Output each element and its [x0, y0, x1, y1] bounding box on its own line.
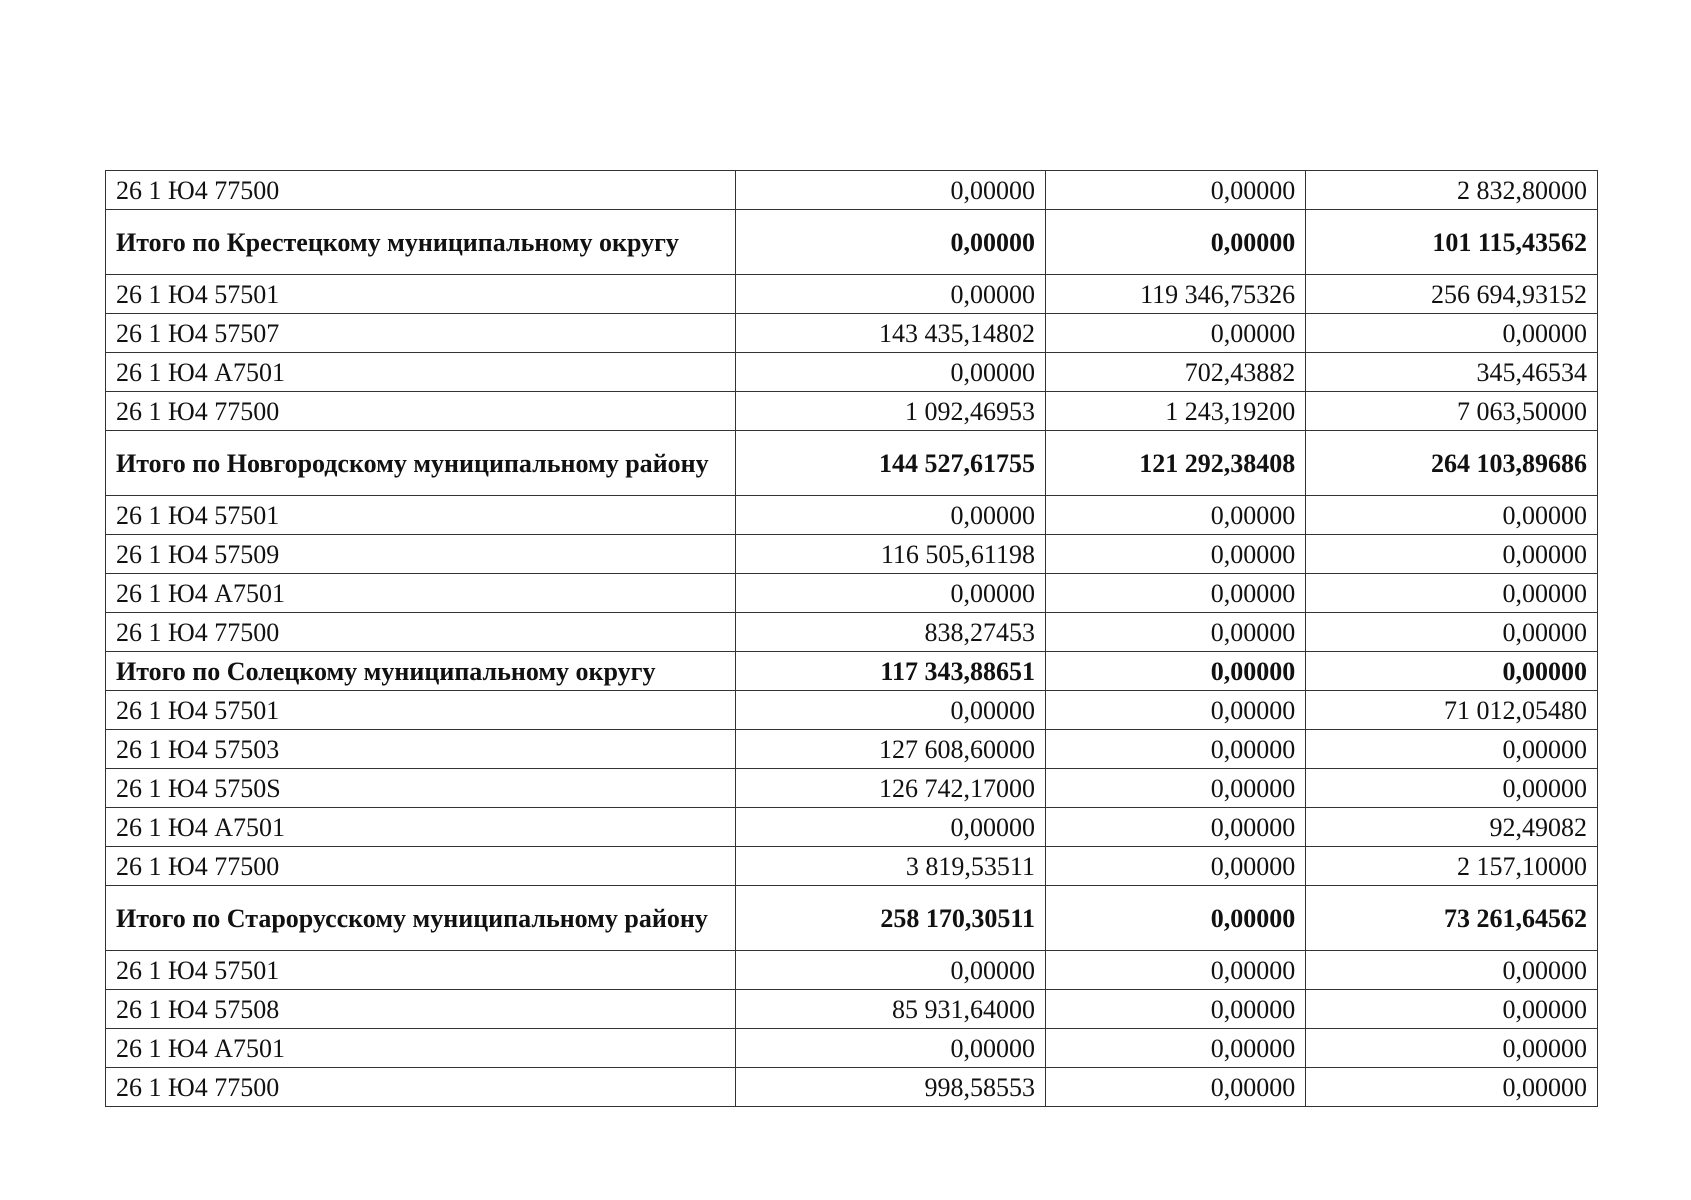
amount-cell-col-3: 0,00000	[1306, 314, 1598, 353]
amount-cell-col-2: 0,00000	[1045, 847, 1305, 886]
table-row	[106, 1029, 1598, 1068]
budget-code-cell: 26 1 Ю4 57503	[106, 730, 736, 769]
amount-cell-col-2: 0,00000	[1045, 535, 1305, 574]
amount-cell-col-1: 3 819,53511	[736, 847, 1046, 886]
table-row	[106, 314, 1598, 353]
subtotal-row	[106, 431, 1598, 496]
amount-cell-col-1: 838,27453	[736, 613, 1046, 652]
subtotal-row	[106, 886, 1598, 951]
amount-cell-col-3: 0,00000	[1306, 990, 1598, 1029]
amount-cell-col-3: 0,00000	[1306, 574, 1598, 613]
table-row	[106, 171, 1598, 210]
subtotal-label-cell: Итого по Новгородскому муниципальному району	[106, 431, 736, 496]
amount-cell-col-1: 116 505,61198	[736, 535, 1046, 574]
table-row	[106, 769, 1598, 808]
amount-cell-col-2: 0,00000	[1045, 574, 1305, 613]
amount-cell-col-3: 73 261,64562	[1306, 886, 1598, 951]
amount-cell-col-1: 0,00000	[736, 951, 1046, 990]
table-row	[106, 275, 1598, 314]
amount-cell-col-2: 0,00000	[1045, 613, 1305, 652]
table-row	[106, 574, 1598, 613]
amount-cell-col-1: 0,00000	[736, 353, 1046, 392]
amount-cell-col-1: 127 608,60000	[736, 730, 1046, 769]
subtotal-label-cell: Итого по Солецкому муниципальному округу	[106, 652, 736, 691]
amount-cell-col-3: 0,00000	[1306, 951, 1598, 990]
amount-cell-col-2: 0,00000	[1045, 1068, 1305, 1107]
budget-code-cell: 26 1 Ю4 77500	[106, 171, 736, 210]
amount-cell-col-3: 0,00000	[1306, 535, 1598, 574]
budget-code-cell: 26 1 Ю4 A7501	[106, 353, 736, 392]
table-row	[106, 847, 1598, 886]
budget-code-cell: 26 1 Ю4 77500	[106, 1068, 736, 1107]
amount-cell-col-2: 1 243,19200	[1045, 392, 1305, 431]
amount-cell-col-2: 121 292,38408	[1045, 431, 1305, 496]
budget-code-cell: 26 1 Ю4 77500	[106, 392, 736, 431]
amount-cell-col-3: 256 694,93152	[1306, 275, 1598, 314]
amount-cell-col-1: 0,00000	[736, 1029, 1046, 1068]
amount-cell-col-1: 0,00000	[736, 171, 1046, 210]
budget-code-cell: 26 1 Ю4 57508	[106, 990, 736, 1029]
table-row	[106, 691, 1598, 730]
amount-cell-col-2: 0,00000	[1045, 951, 1305, 990]
amount-cell-col-2: 0,00000	[1045, 171, 1305, 210]
amount-cell-col-1: 0,00000	[736, 496, 1046, 535]
amount-cell-col-1: 0,00000	[736, 210, 1046, 275]
table-row	[106, 808, 1598, 847]
budget-code-cell: 26 1 Ю4 A7501	[106, 574, 736, 613]
amount-cell-col-2: 0,00000	[1045, 730, 1305, 769]
amount-cell-col-3: 2 157,10000	[1306, 847, 1598, 886]
amount-cell-col-1: 144 527,61755	[736, 431, 1046, 496]
amount-cell-col-3: 0,00000	[1306, 769, 1598, 808]
amount-cell-col-1: 0,00000	[736, 275, 1046, 314]
subtotal-row	[106, 652, 1598, 691]
amount-cell-col-1: 85 931,64000	[736, 990, 1046, 1029]
subtotal-label-cell: Итого по Старорусскому муниципальному району	[106, 886, 736, 951]
amount-cell-col-3: 0,00000	[1306, 613, 1598, 652]
amount-cell-col-3: 264 103,89686	[1306, 431, 1598, 496]
table-row	[106, 392, 1598, 431]
amount-cell-col-3: 0,00000	[1306, 1068, 1598, 1107]
subtotal-row	[106, 210, 1598, 275]
amount-cell-col-2: 0,00000	[1045, 652, 1305, 691]
amount-cell-col-1: 998,58553	[736, 1068, 1046, 1107]
amount-cell-col-2: 0,00000	[1045, 314, 1305, 353]
amount-cell-col-1: 0,00000	[736, 574, 1046, 613]
amount-cell-col-3: 2 832,80000	[1306, 171, 1598, 210]
budget-code-cell: 26 1 Ю4 A7501	[106, 1029, 736, 1068]
amount-cell-col-2: 0,00000	[1045, 808, 1305, 847]
amount-cell-col-1: 258 170,30511	[736, 886, 1046, 951]
budget-table-body	[106, 171, 1598, 1107]
table-row	[106, 535, 1598, 574]
budget-code-cell: 26 1 Ю4 A7501	[106, 808, 736, 847]
amount-cell-col-3: 0,00000	[1306, 496, 1598, 535]
budget-code-cell: 26 1 Ю4 77500	[106, 847, 736, 886]
amount-cell-col-2: 0,00000	[1045, 496, 1305, 535]
amount-cell-col-2: 0,00000	[1045, 990, 1305, 1029]
amount-cell-col-3: 0,00000	[1306, 652, 1598, 691]
budget-code-cell: 26 1 Ю4 57501	[106, 496, 736, 535]
amount-cell-col-1: 117 343,88651	[736, 652, 1046, 691]
amount-cell-col-2: 0,00000	[1045, 691, 1305, 730]
table-row	[106, 613, 1598, 652]
amount-cell-col-1: 1 092,46953	[736, 392, 1046, 431]
amount-cell-col-3: 71 012,05480	[1306, 691, 1598, 730]
table-row	[106, 1068, 1598, 1107]
budget-table	[105, 170, 1598, 1107]
budget-code-cell: 26 1 Ю4 57501	[106, 951, 736, 990]
amount-cell-col-1: 0,00000	[736, 691, 1046, 730]
amount-cell-col-2: 702,43882	[1045, 353, 1305, 392]
table-row	[106, 496, 1598, 535]
budget-code-cell: 26 1 Ю4 57501	[106, 691, 736, 730]
amount-cell-col-2: 0,00000	[1045, 1029, 1305, 1068]
amount-cell-col-1: 126 742,17000	[736, 769, 1046, 808]
amount-cell-col-3: 101 115,43562	[1306, 210, 1598, 275]
table-row	[106, 951, 1598, 990]
amount-cell-col-3: 0,00000	[1306, 730, 1598, 769]
budget-code-cell: 26 1 Ю4 57501	[106, 275, 736, 314]
budget-code-cell: 26 1 Ю4 77500	[106, 613, 736, 652]
budget-code-cell: 26 1 Ю4 5750S	[106, 769, 736, 808]
amount-cell-col-2: 119 346,75326	[1045, 275, 1305, 314]
amount-cell-col-3: 92,49082	[1306, 808, 1598, 847]
amount-cell-col-2: 0,00000	[1045, 210, 1305, 275]
budget-code-cell: 26 1 Ю4 57509	[106, 535, 736, 574]
table-row	[106, 353, 1598, 392]
amount-cell-col-2: 0,00000	[1045, 769, 1305, 808]
subtotal-label-cell: Итого по Крестецкому муниципальному округу	[106, 210, 736, 275]
amount-cell-col-3: 7 063,50000	[1306, 392, 1598, 431]
amount-cell-col-3: 345,46534	[1306, 353, 1598, 392]
amount-cell-col-2: 0,00000	[1045, 886, 1305, 951]
amount-cell-col-1: 143 435,14802	[736, 314, 1046, 353]
table-row	[106, 990, 1598, 1029]
amount-cell-col-1: 0,00000	[736, 808, 1046, 847]
amount-cell-col-3: 0,00000	[1306, 1029, 1598, 1068]
table-row	[106, 730, 1598, 769]
budget-code-cell: 26 1 Ю4 57507	[106, 314, 736, 353]
